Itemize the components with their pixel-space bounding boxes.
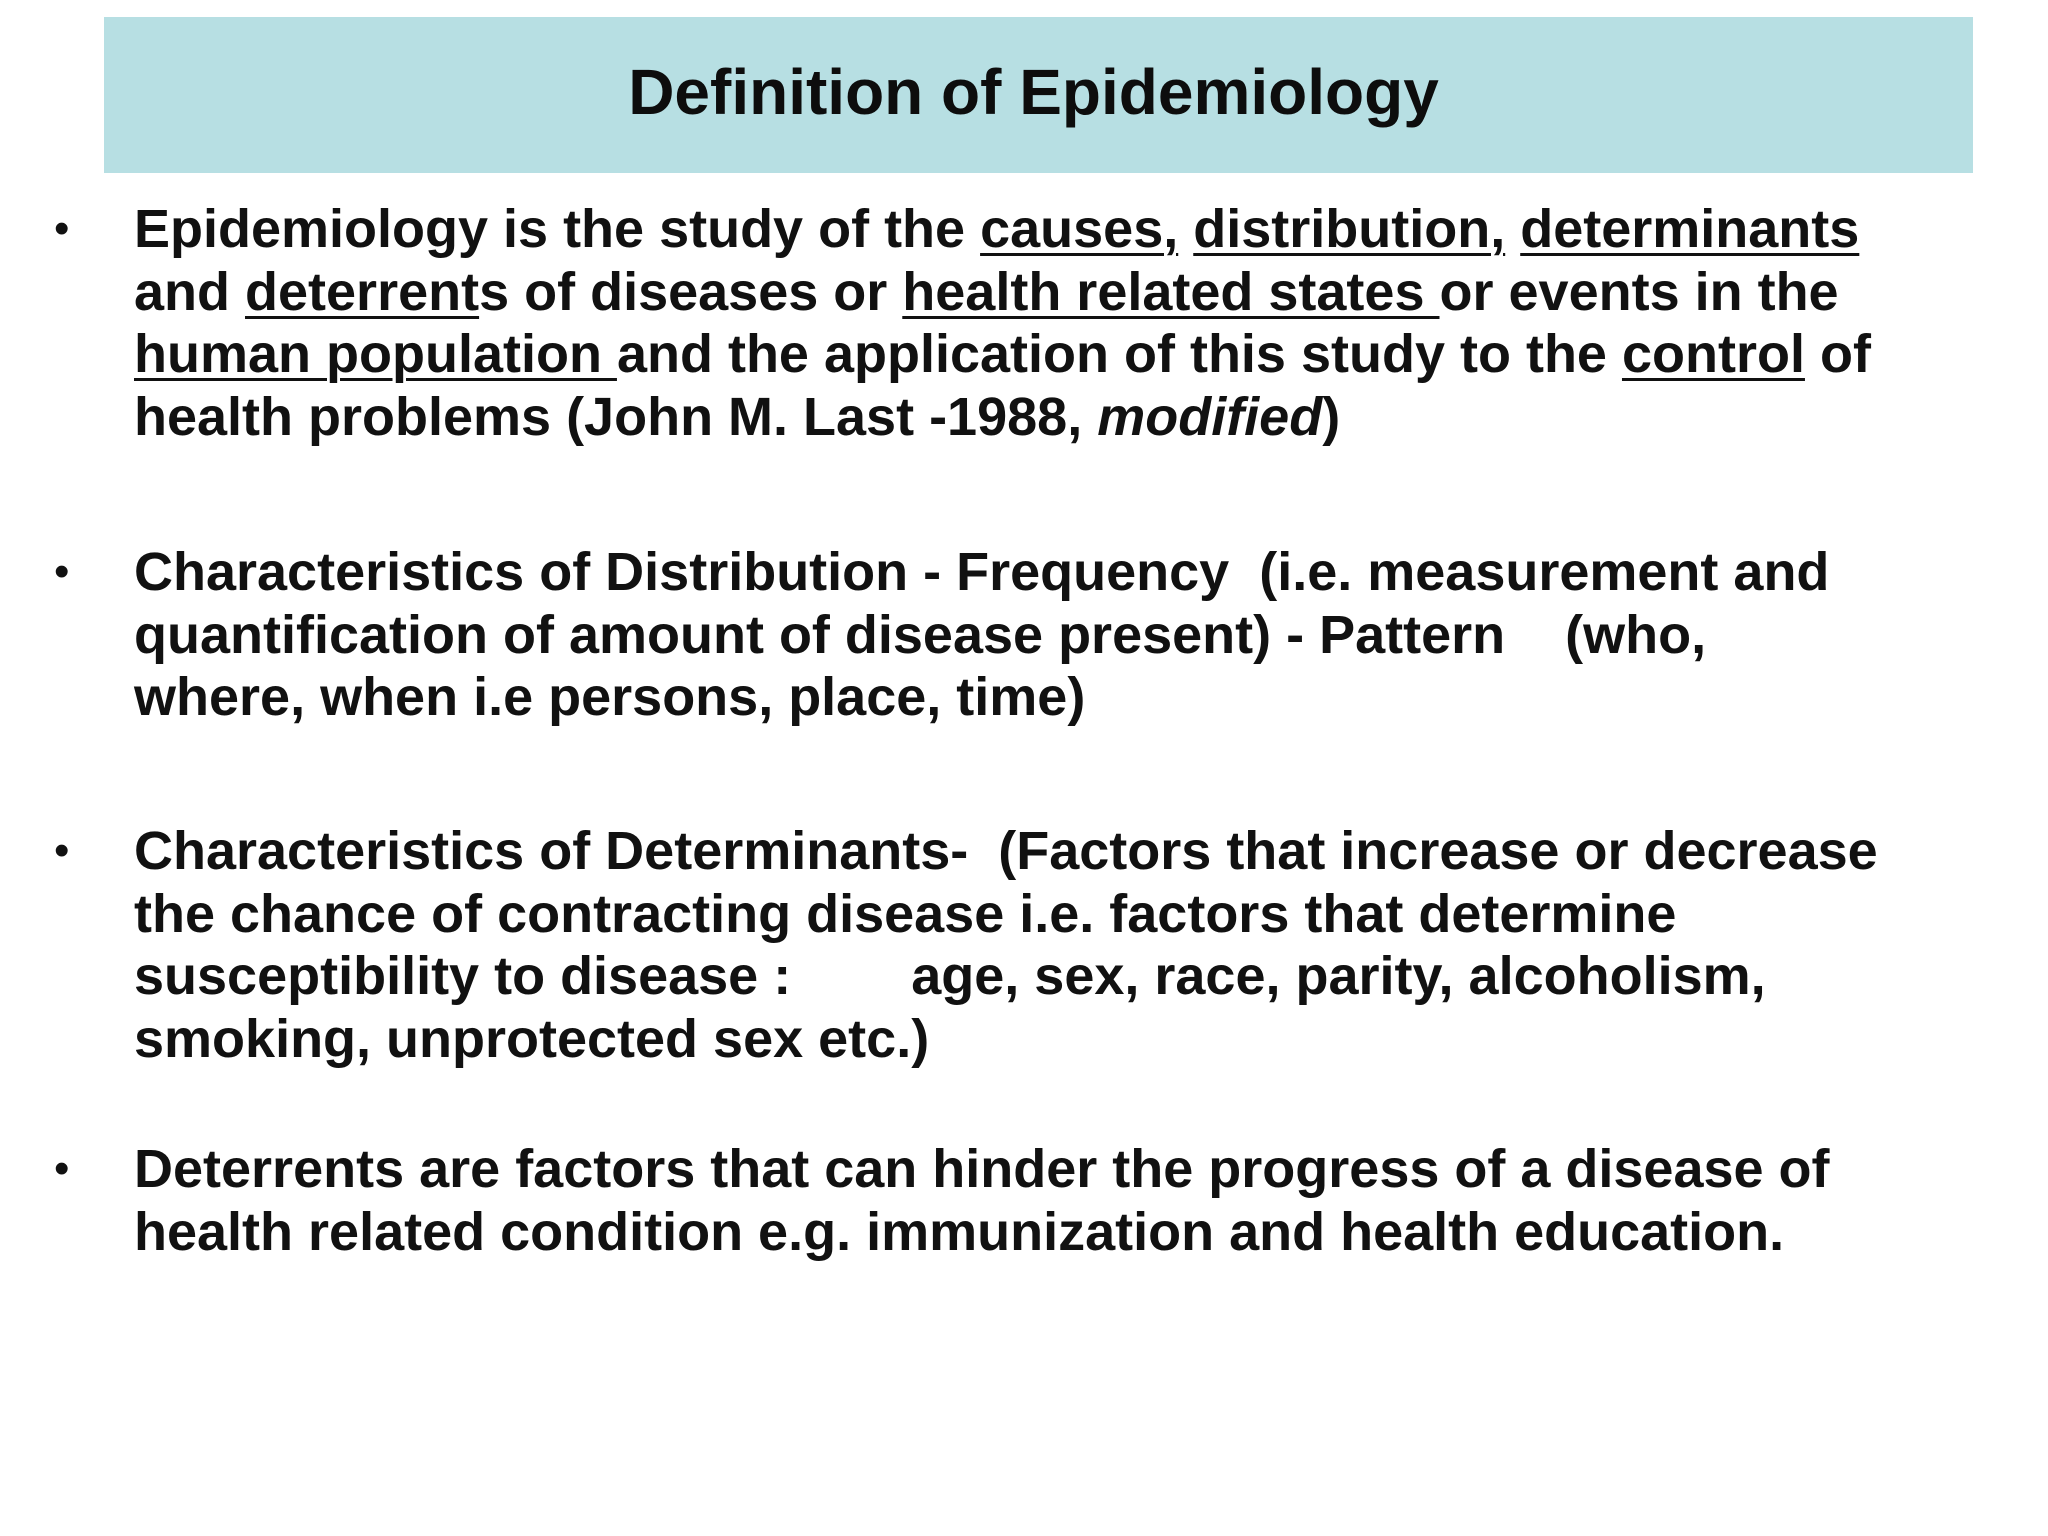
bullet-text	[134, 198, 2014, 448]
underlined-term: health related states	[902, 261, 1440, 322]
bullet-text	[134, 541, 2014, 729]
text-run	[1178, 199, 1193, 259]
bullet-text	[134, 820, 2014, 1070]
text-run: Epidemiology is the study of the	[134, 199, 981, 259]
title-banner	[104, 17, 1973, 173]
text-run: Characteristics of Determinants- (Factors that increase or decrease the chance of contracting disease i.e. factors that determine susceptibility to disease : age, sex, race, parity, alcoholism, smoking, unprotected sex etc.)	[134, 821, 1878, 1069]
text-run: )	[1322, 386, 1341, 447]
underlined-term: causes,	[980, 199, 1179, 259]
text-run: and the application of this study to the	[616, 324, 1622, 384]
underlined-term: distribution,	[1193, 199, 1506, 259]
bullet-text	[134, 1138, 2014, 1263]
bullet-dot: •	[54, 1144, 70, 1193]
underlined-term: human population	[134, 324, 617, 384]
underlined-term: determinants	[1520, 199, 1860, 259]
text-run: s of diseases or	[479, 261, 903, 322]
text-run: of health problems (John M. Last -1988,	[134, 324, 1871, 447]
bullet-dot: •	[54, 204, 70, 253]
bullet-dot: •	[54, 547, 70, 596]
underlined-term: deterrent	[245, 261, 480, 322]
text-run: or events in the	[1439, 261, 1839, 322]
underlined-term: control	[1621, 324, 1805, 384]
text-run: Deterrents are factors that can hinder the progress of a disease of health related condition e.g. immunization and health education.	[134, 1139, 1830, 1262]
bullet-dot: •	[54, 826, 70, 875]
text-run	[1505, 199, 1520, 259]
text-run: and	[134, 261, 231, 322]
slide-title: Definition of Epidemiology	[628, 56, 1439, 128]
italic-text: modified	[1097, 386, 1323, 447]
text-run: Characteristics of Distribution - Frequency (i.e. measurement and quantification of amount of disease present) - Pattern (who, where, when i.e persons, place, time)	[134, 542, 1830, 727]
